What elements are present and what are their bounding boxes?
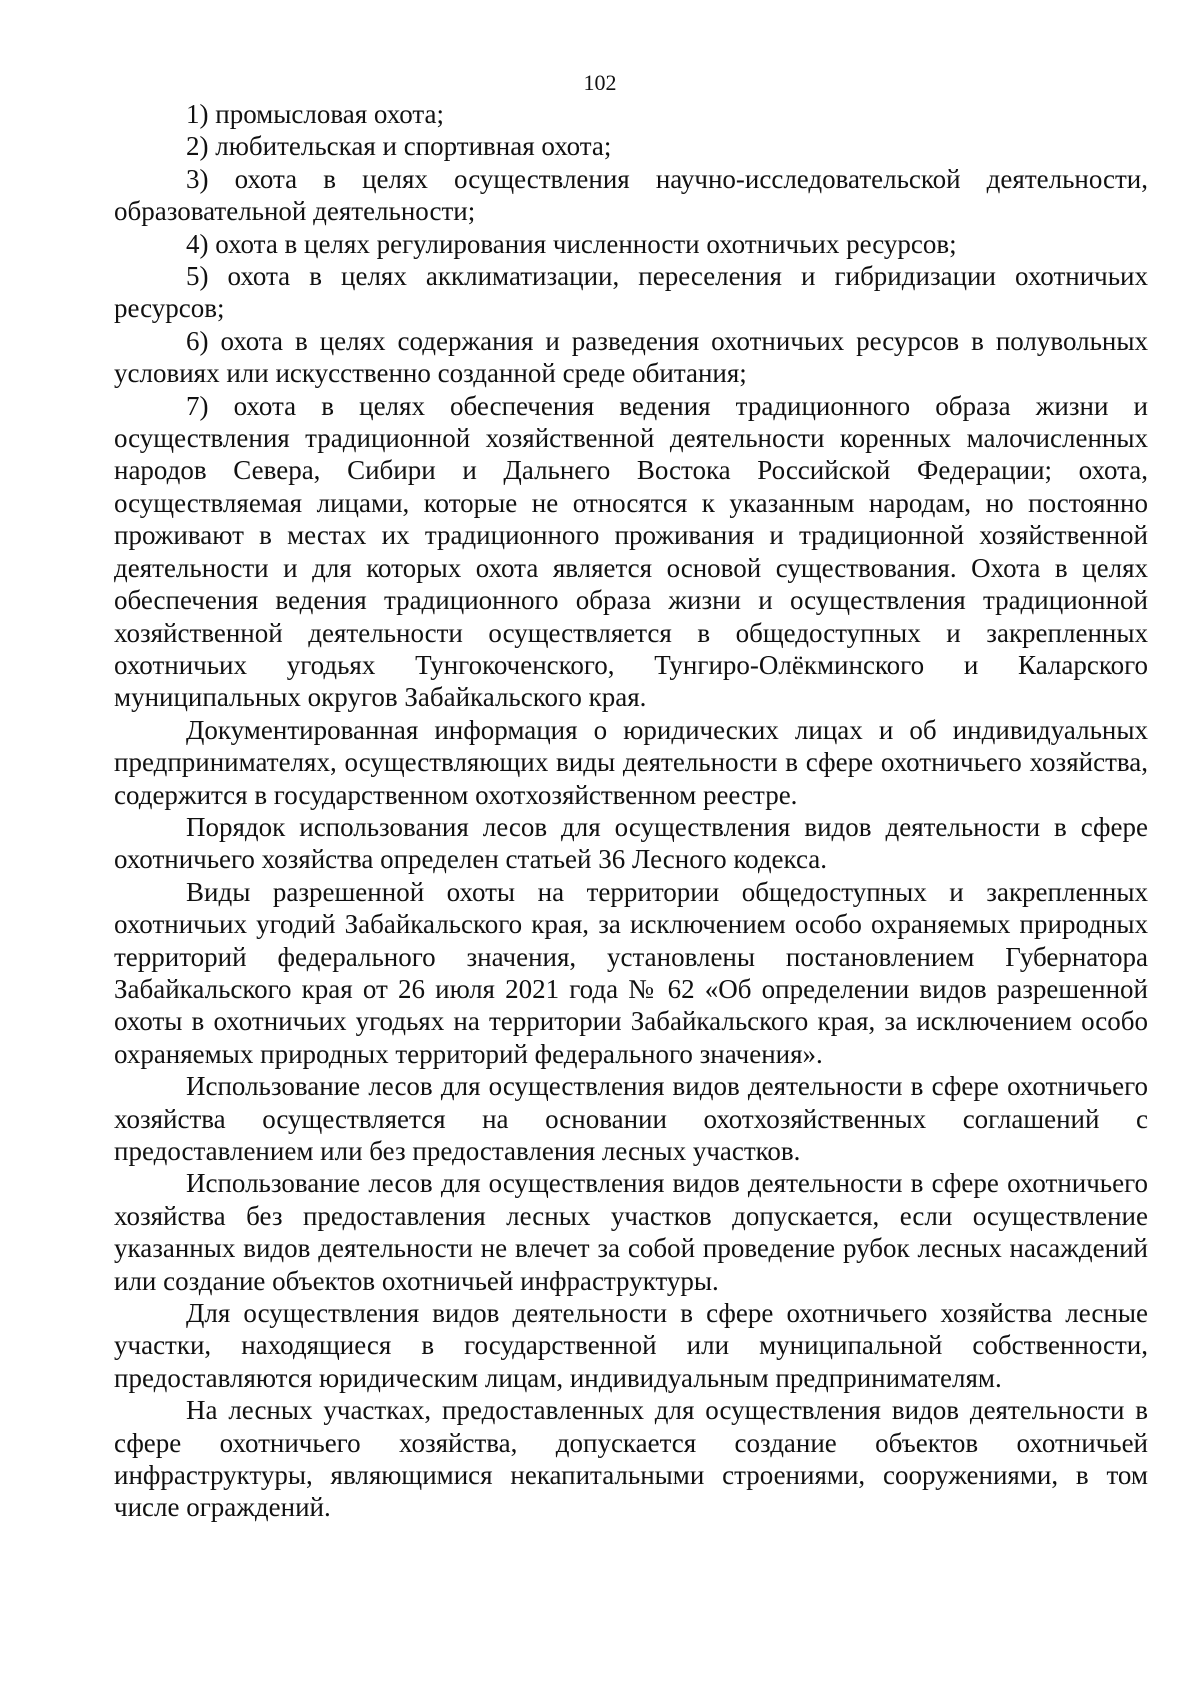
list-item-hunting-type-6: 6) охота в целях содержания и разведения охотничьих ресурсов в полувольных условиях или искусственно созданной среде обитания; bbox=[114, 325, 1148, 389]
list-item-hunting-type-5: 5) охота в целях акклиматизации, переселения и гибридизации охотничьих ресурсов; bbox=[114, 261, 1148, 324]
paragraph-forest-use-procedure: Порядок использования лесов для осуществления видов деятельности в сфере охотничьего хозяйства определен статьей 36 Лесного кодекса. bbox=[114, 811, 1148, 875]
paragraph-infrastructure: На лесных участках, предоставленных для осуществления видов деятельности в сфере охотничьего хозяйства, допускается создание объектов охотничьей инфраструктуры, являющимися некапитальными строениями, сооружениями, в том числе ограждений. bbox=[114, 1395, 1148, 1523]
paragraph-registry-info: Документированная информация о юридических лицах и об индивидуальных предпринимателях, осуществляющих виды деятельности в сфере охотничьего хозяйства, содержится в государственном охотхозяйственном реестре. bbox=[114, 714, 1148, 810]
list-item-hunting-type-3: 3) охота в целях осуществления научно-исследовательской деятельности, образовательной деятельности; bbox=[114, 163, 1148, 227]
list-item-hunting-type-2: 2) любительская и спортивная охота; bbox=[186, 131, 612, 162]
paragraph-plot-provision: Для осуществления видов деятельности в сфере охотничьего хозяйства лесные участки, находящиеся в государственной или муниципальной собственности, предоставляются юридическим лицам, индивидуальным предпринимателям. bbox=[114, 1298, 1148, 1393]
list-item-hunting-type-1: 1) промысловая охота; bbox=[186, 99, 444, 129]
document-body bbox=[114, 98, 1148, 1524]
list-item-hunting-type-7: 7) охота в целях обеспечения ведения традиционного образа жизни и осуществления традиционной хозяйственной деятельности коренных малочисленных народов Севера, Сибири и Дальнего Востока Российской Федерации; охота, осуществляемая лицами, которые не относятся к указанным народам, но постоянно проживают в местах их традиционного проживания и традиционной хозяйственной деятельности и для которых охота является основой существования. Охота в целях обеспечения ведения традиционного образа жизни и осуществления традиционной хозяйственной деятельности осуществляется в общедоступных и закрепленных охотничьих угодьях Тунгокоченского, Тунгиро-Олёкминского и Каларского муниципальных округов Забайкальского края. bbox=[114, 390, 1148, 713]
list-item-hunting-type-4: 4) охота в целях регулирования численности охотничьих ресурсов; bbox=[186, 228, 957, 259]
page-number: 102 bbox=[583, 70, 617, 95]
paragraph-hunting-agreements: Использование лесов для осуществления видов деятельности в сфере охотничьего хозяйства осуществляется на основании охотхозяйственных соглашений с предоставлением или без предоставления лесных участков. bbox=[114, 1071, 1148, 1166]
paragraph-permitted-hunting-types: Виды разрешенной охоты на территории общедоступных и закрепленных охотничьих угодий Забайкальского края, за исключением особо охраняемых природных территорий федерального значения, установлены постановлением Губернатора Забайкальского края от 26 июля 2021 года № 62 «Об определении видов разрешенной охоты в охотничьих угодьях на территории Забайкальского края, за исключением особо охраняемых природных территорий федерального значения». bbox=[114, 876, 1148, 1069]
paragraph-use-without-plots: Использование лесов для осуществления видов деятельности в сфере охотничьего хозяйства без предоставления лесных участков допускается, если осуществление указанных видов деятельности не влечет за собой проведение рубок лесных насаждений или создание объектов охотничьей инфраструктуры. bbox=[114, 1168, 1148, 1296]
